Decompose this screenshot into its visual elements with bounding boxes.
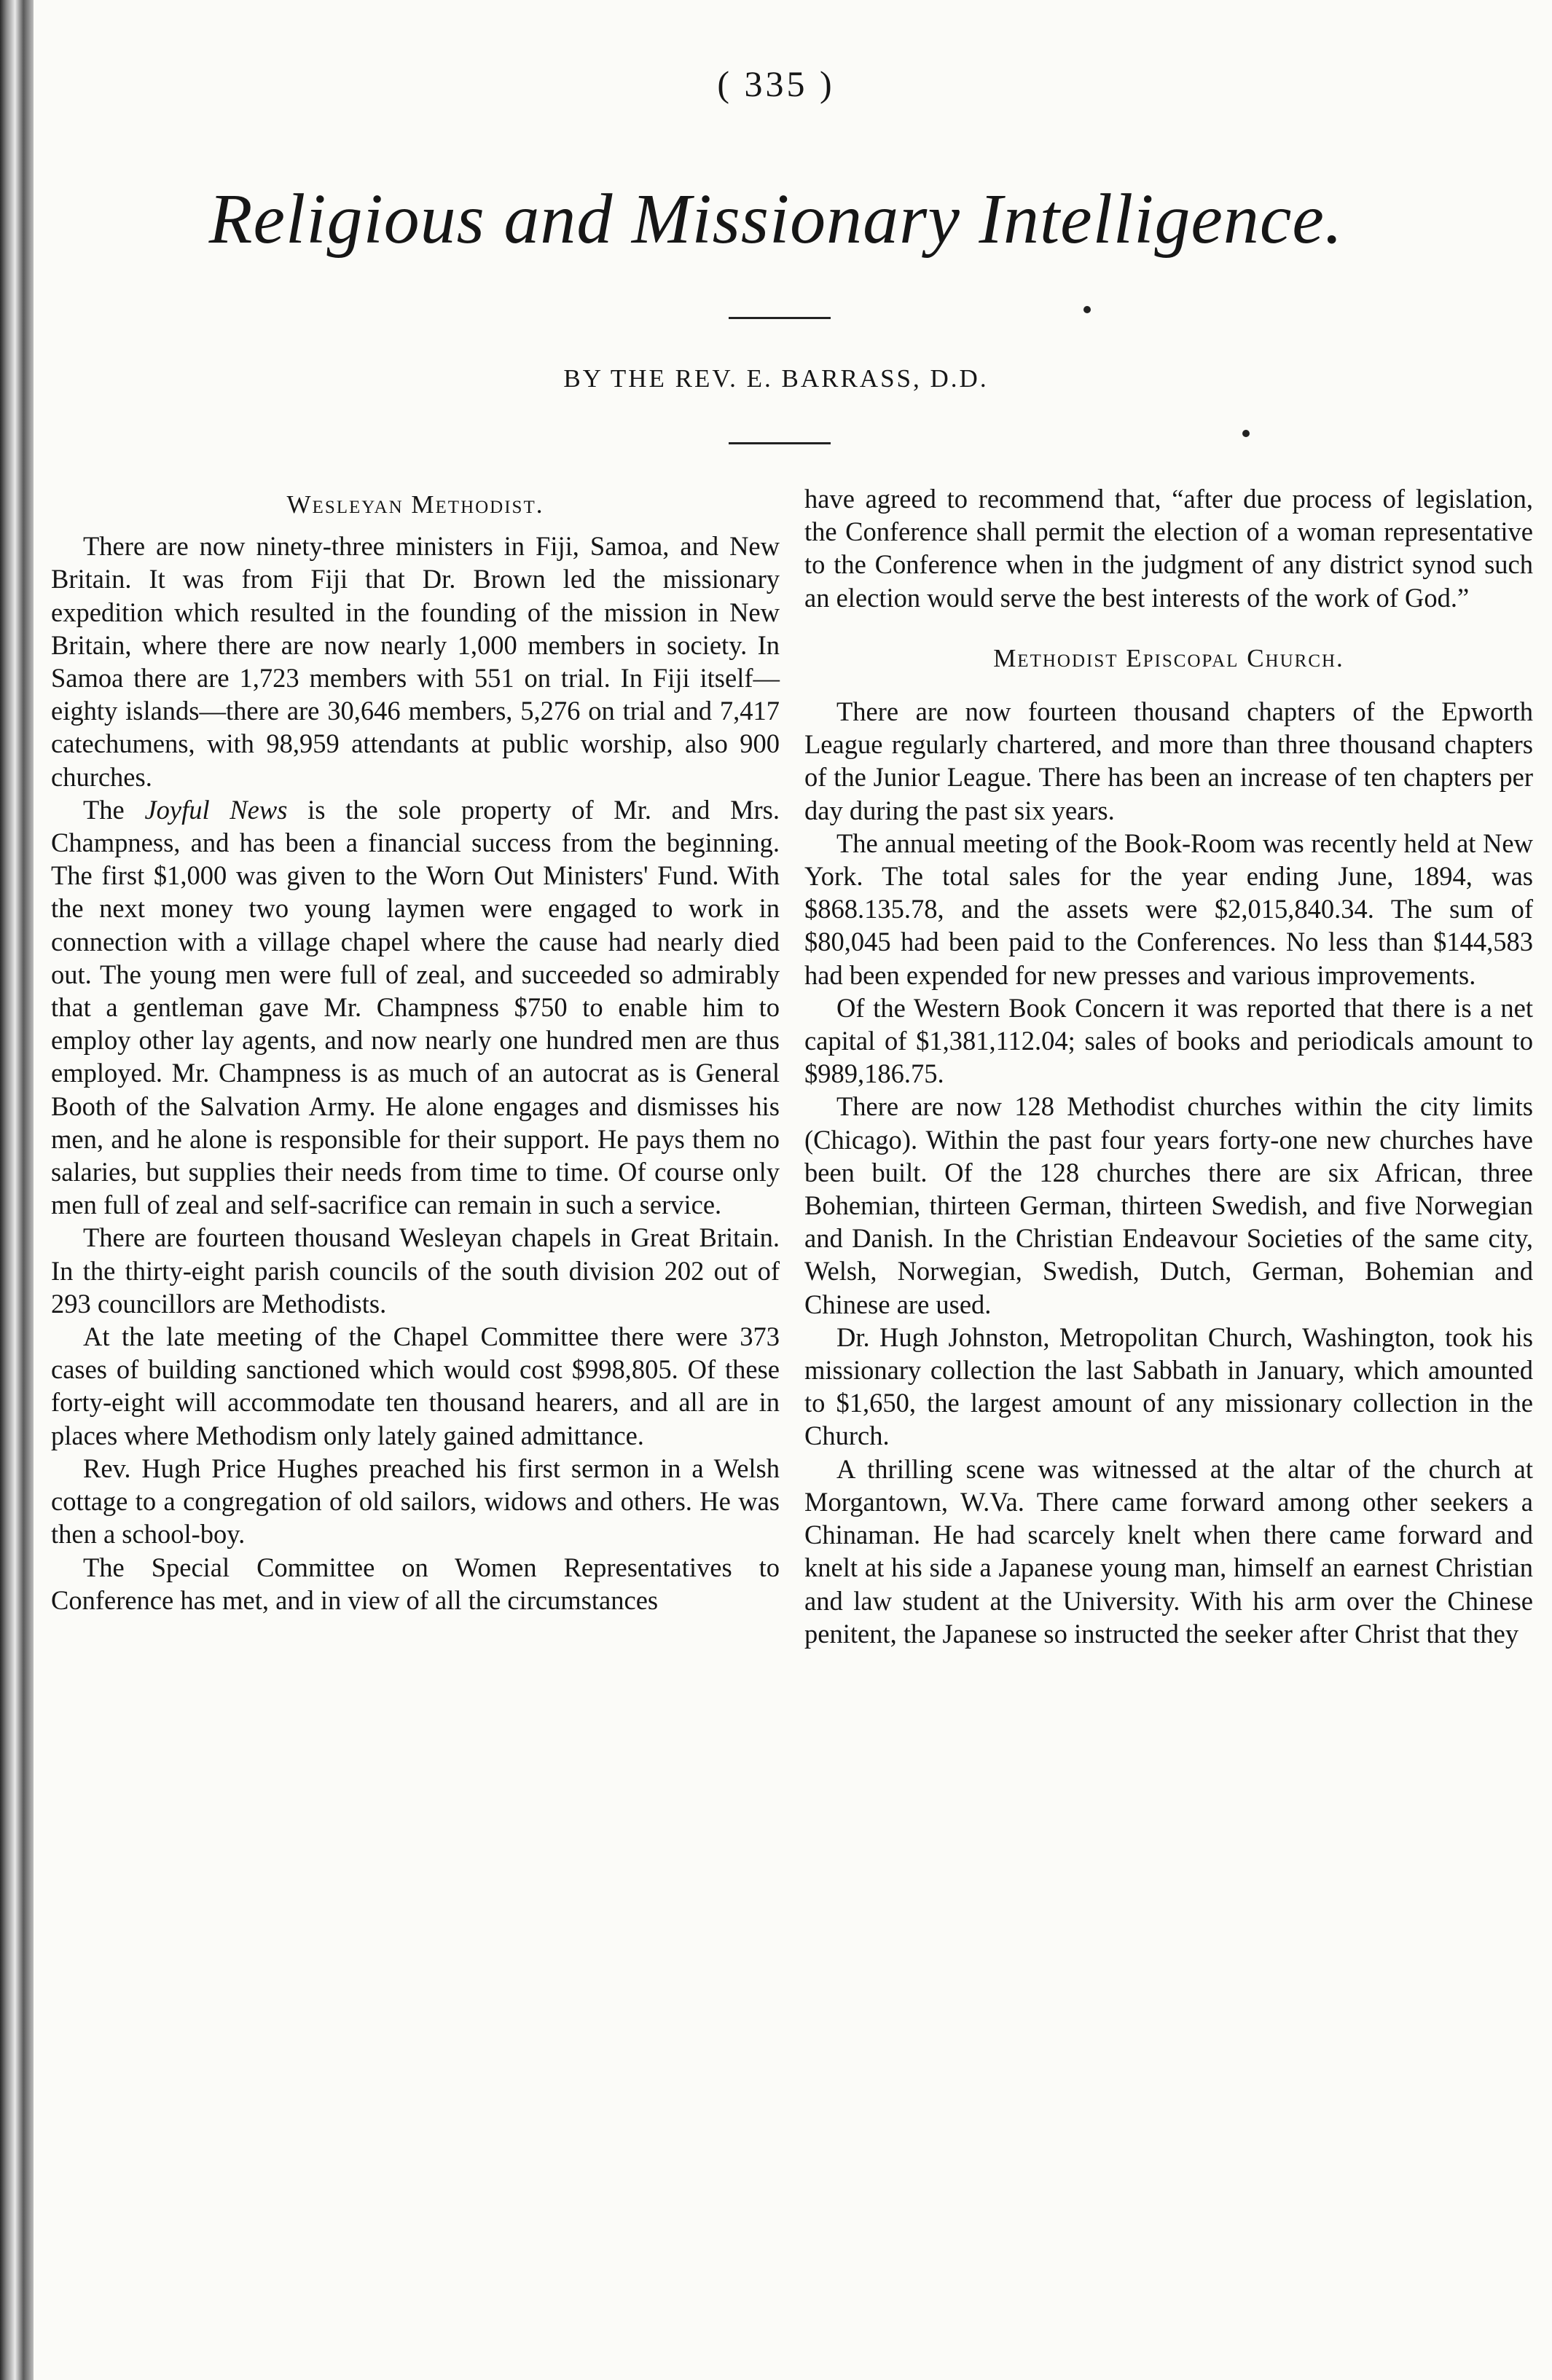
paragraph: [51, 793, 780, 1222]
page-number: ( 335 ): [717, 63, 835, 104]
page-title: Religious and Missionary Intelligence.: [208, 180, 1344, 259]
section-heading-episcopal: Methodist Episcopal Church.: [993, 643, 1344, 672]
publication-title: Joyful News: [144, 794, 288, 825]
paragraph-continuation: have agreed to recommend that, “after due process of legislation, the Conference shall permit the election of a woman representative to the Conference when in the judgment of any district synod such an election would serve the best interests of the work of God.”: [804, 484, 1533, 613]
left-column: [51, 482, 780, 1617]
paragraph: The Special Committee on Women Representatives to Conference has met, and in view of all the circumstances: [51, 1552, 780, 1615]
paragraph-text: is the sole property of Mr. and Mrs. Champness, and has been a financial success from the beginning. The first $1,000 was given to the Worn Out Ministers' Fund. With the next money two young laymen were engaged to work in connection with a village chapel where the cause had nearly died out. The young men were full of zeal, and succeeded so admirably that a gentleman gave Mr. Champness $750 to enable him to employ other lay agents, and now nearly one hundred men are thus employed. Mr. Champness is as much of an autocrat as is General Booth of the Salvation Army. He alone engages and dismisses his men, and he alone is responsible for their support. He pays them no salaries, but supplies their needs from time to time. Of course only men full of zeal and self-sacrifice can remain in such a service.: [51, 794, 780, 1220]
paragraph: There are fourteen thousand Wesleyan chapels in Great Britain. In the thirty-eight parish councils of the south division 202 out of 293 councillors are Methodists.: [51, 1222, 780, 1319]
paragraph-text: The: [83, 794, 145, 825]
paragraph: Of the Western Book Concern it was reported that there is a net capital of $1,381,112.04; sales of books and periodicals amount to $989,186.75.: [804, 992, 1533, 1089]
divider-dot: [1083, 306, 1091, 313]
divider-rule: [729, 317, 831, 319]
paragraph: There are now 128 Methodist churches within the city limits (Chicago). Within the past four years forty-one new churches have been built. Of the 128 churches there are six African, three Bohemian, thirteen German, thirteen Swedish, and five Norwegian and Danish. In the Christian Endeavour Societies of the same city, Welsh, Norwegian, Swedish, Dutch, German, Bohemian and Chinese are used.: [804, 1091, 1533, 1319]
paragraph: Rev. Hugh Price Hughes preached his first sermon in a Welsh cottage to a congregation of old sailors, widows and others. He was then a school-boy.: [51, 1453, 780, 1550]
divider-rule: [729, 442, 831, 444]
paragraph: A thrilling scene was witnessed at the altar of the church at Morgantown, W.Va. There came forward among other seekers a Chinaman. He had scarcely knelt when there came forward and knelt at his side a Japanese young man, himself an earnest Christian and law student at the University. With his arm over the Chinese penitent, the Japanese so instructed the seeker after Christ that they: [804, 1453, 1533, 1649]
divider-dot: [1242, 430, 1250, 437]
paragraph: There are now fourteen thousand chapters of the Epworth League regularly chartered, and more than three thousand chapters of the Junior League. There has been an increase of ten chapters per day during the past six years.: [804, 696, 1533, 825]
right-column: [804, 482, 1533, 1650]
section-heading-wesleyan: Wesleyan Methodist.: [286, 490, 544, 519]
paragraph: There are now ninety-three ministers in Fiji, Samoa, and New Britain. It was from Fiji that Dr. Brown led the missionary expedition which resulted in the founding of the mission in New Britain, where there are now nearly 1,000 members in society. In Samoa there are 1,723 members with 551 on trial. In Fiji itself—eighty islands—there are 30,646 members, 5,276 on trial and 7,417 catechumens, with 98,959 attendants at public worship, also 900 churches.: [51, 531, 780, 792]
paragraph: The annual meeting of the Book-Room was recently held at New York. The total sales for the year ending June, 1894, was $868.135.78, and the assets were $2,015,840.34. The sum of $80,045 had been paid to the Conferences. No less than $144,583 had been expended for new presses and various improvements.: [804, 828, 1533, 990]
paragraph: At the late meeting of the Chapel Committee there were 373 cases of building sanctioned which would cost $998,805. Of these forty-eight will accommodate ten thousand hearers, and all are in places where Methodism only lately gained admittance.: [51, 1321, 780, 1450]
paragraph: Dr. Hugh Johnston, Metropolitan Church, Washington, took his missionary collection the last Sabbath in January, which amounted to $1,650, the largest amount of any missionary collection in the Church.: [804, 1321, 1533, 1451]
book-spine-edge: [0, 0, 34, 2380]
byline: BY THE REV. E. BARRASS, D.D.: [563, 364, 989, 393]
